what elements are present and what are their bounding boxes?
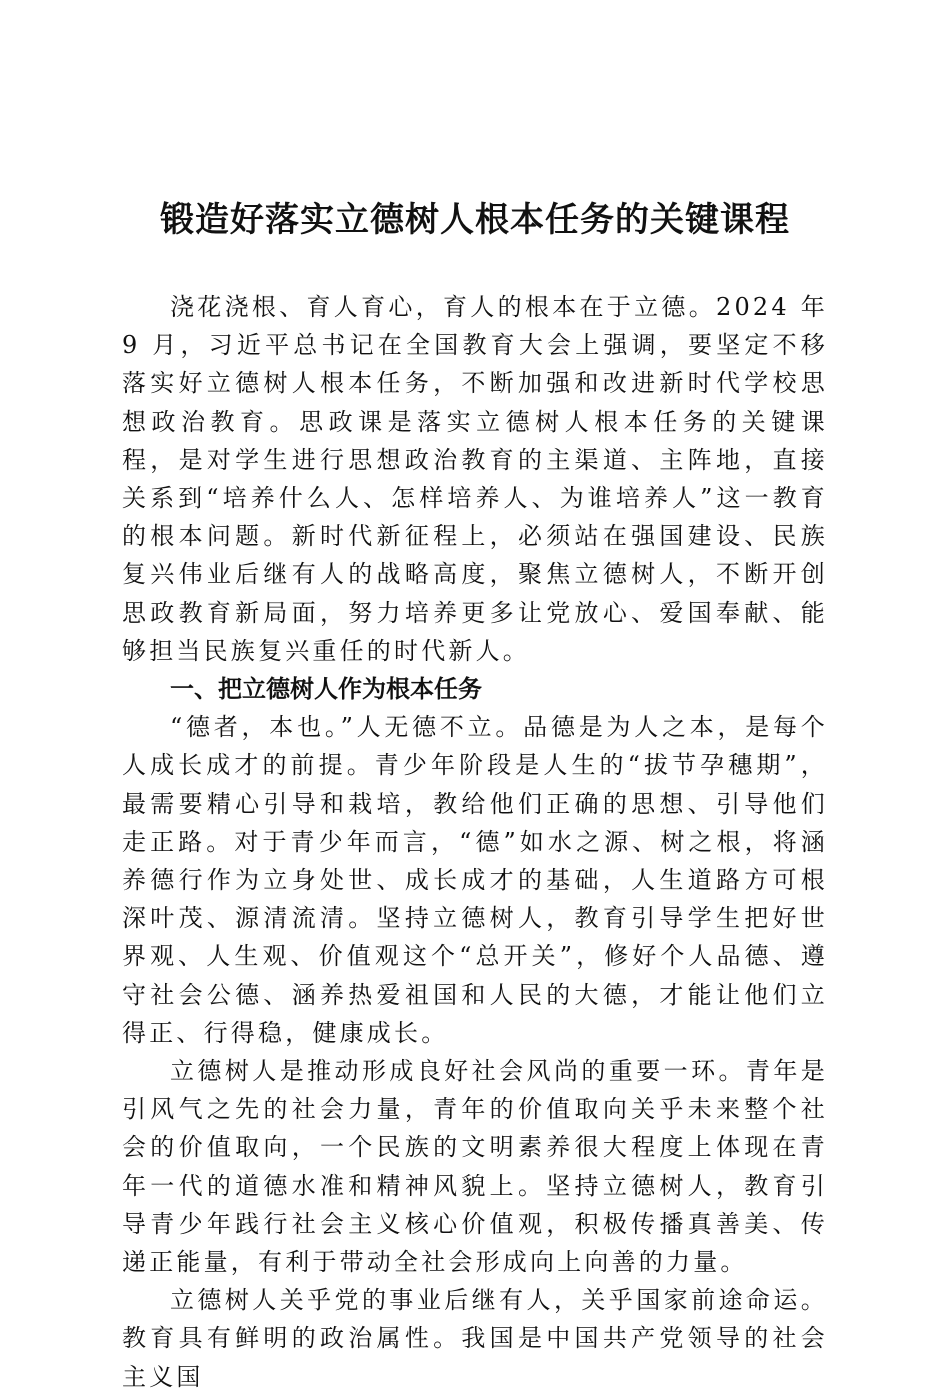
body-paragraph-2: 立德树人是推动形成良好社会风尚的重要一环。青年是引风气之先的社会力量，青年的价值取向关乎未来整个社会的价值取向，一个民族的文明素养很大程度上体现在青年一代的道德水准和精神风貌上。坚持立德树人，教育引导青少年践行社会主义核心价值观，积极传播真善美、传递正能量，有利于带动全社会形成向上向善的力量。 [122, 1057, 828, 1277]
body-paragraph-3: 立德树人关乎党的事业后继有人，关乎国家前途命运。教育具有鲜明的政治属性。我国是中国共产党领导的社会主义国 [122, 1286, 828, 1391]
section-heading: 一、把立德树人作为根本任务 [170, 675, 482, 704]
body-paragraph-1: “德者，本也。”人无德不立。品德是为人之本，是每个人成长成才的前提。青少年阶段是人生的“拔节孕穗期”，最需要精心引导和栽培，教给他们正确的思想、引导他们走正路。对于青少年而言，“德”如水之源、树之根，将涵养德行作为立身处世、成长成才的基础，人生道路方可根深叶茂、源清流清。坚持立德树人，教育引导学生把好世界观、人生观、价值观这个“总开关”，修好个人品德、遵守社会公德、涵养热爱祖国和人民的大德，才能让他们立得正、行得稳，健康成长。 [122, 713, 828, 1047]
document-title: 锻造好落实立德树人根本任务的关键课程 [160, 200, 790, 240]
intro-paragraph: 浇花浇根、育人育心，育人的根本在于立德。2024 年 9 月，习近平总书记在全国教育大会上强调，要坚定不移落实好立德树人根本任务，不断加强和改进新时代学校思想政治教育。思政课是落实立德树人根本任务的关键课程，是对学生进行思想政治教育的主渠道、主阵地，直接关系到“培养什么人、怎样培养人、为谁培养人”这一教育的根本问题。新时代新征程上，必须站在强国建设、民族复兴伟业后继有人的战略高度，聚焦立德树人，不断开创思政教育新局面，努力培养更多让党放心、爱国奉献、能够担当民族复兴重任的时代新人。 [122, 293, 828, 665]
document-body [122, 288, 828, 1396]
